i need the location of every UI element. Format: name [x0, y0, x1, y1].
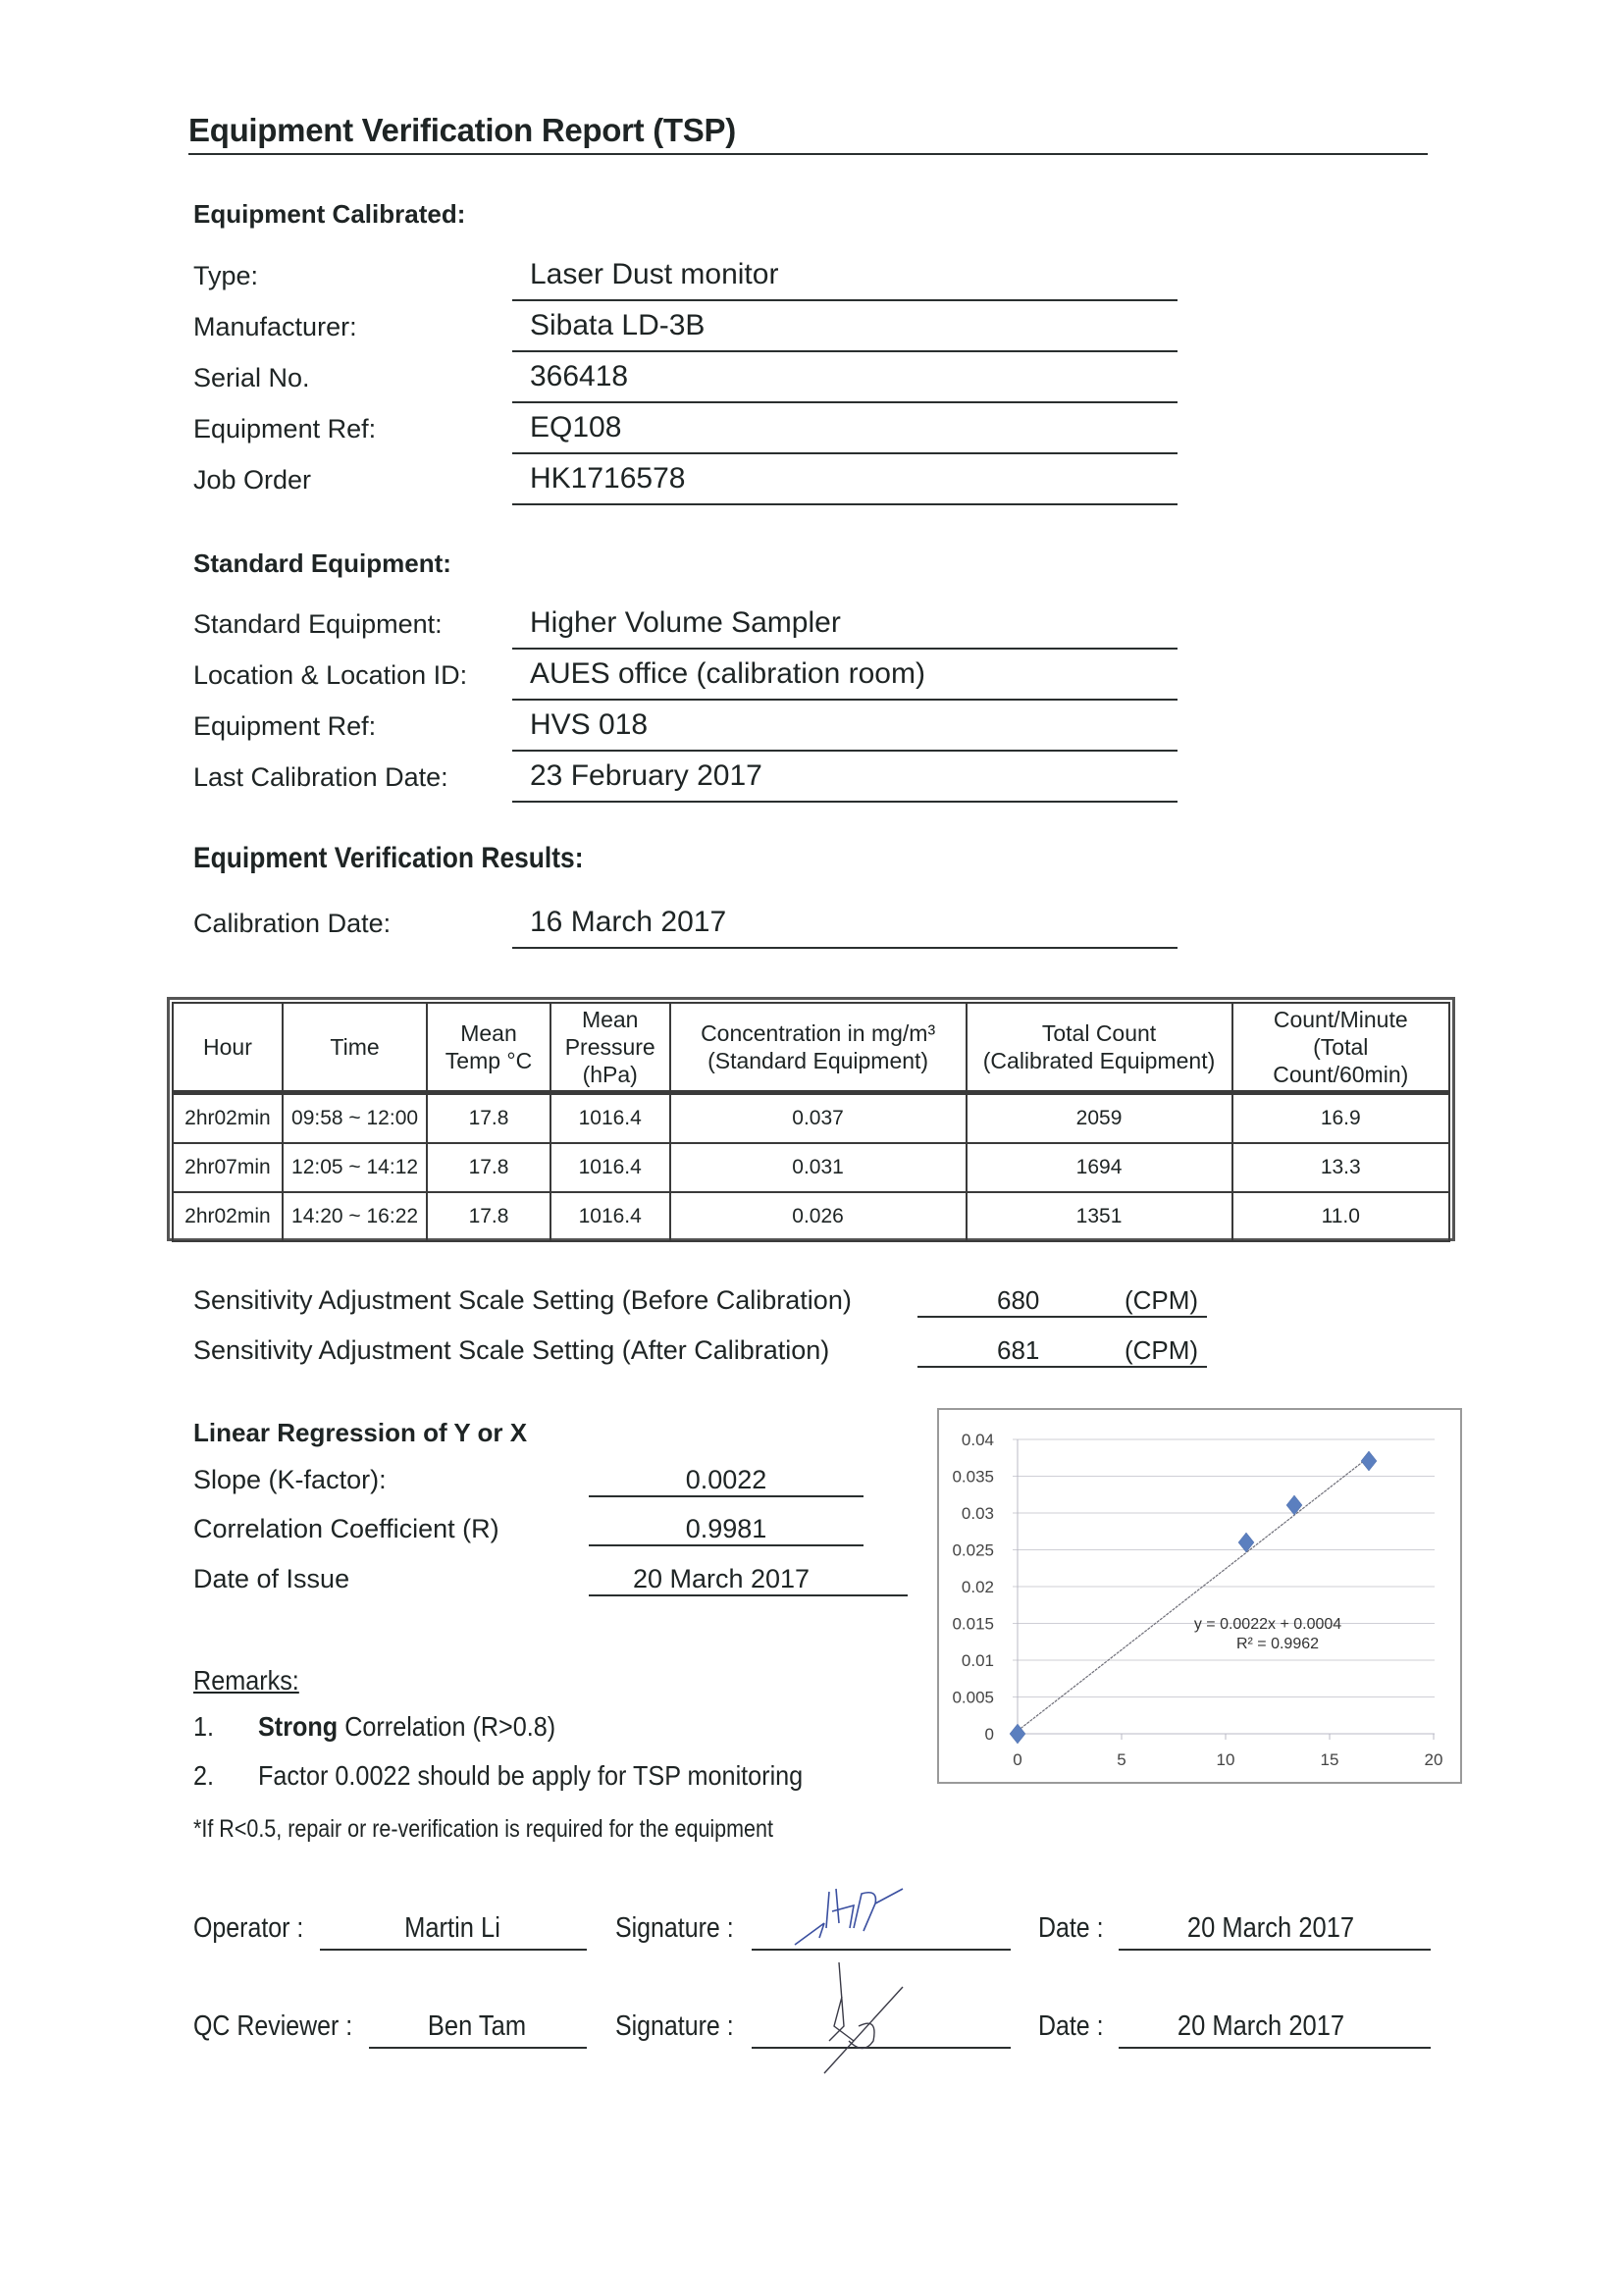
cell-temp: 17.8: [427, 1192, 550, 1241]
x-axis-ticks: [1122, 1734, 1434, 1740]
manufacturer-underline: [512, 350, 1178, 352]
date-of-issue-label: Date of Issue: [193, 1564, 350, 1593]
col-header-concentration: Concentration in mg/m³ (Standard Equipment): [670, 1003, 967, 1093]
gridlines: [1013, 1439, 1435, 1697]
data-points: [1010, 1451, 1377, 1744]
job-order-underline: [512, 503, 1178, 505]
cell-count-minute: 16.9: [1232, 1093, 1450, 1144]
cell-time: 09:58 ~ 12:00: [283, 1093, 427, 1144]
cell-concentration: 0.031: [670, 1143, 967, 1192]
standard-equipment-heading: Standard Equipment:: [193, 548, 451, 578]
cell-pressure: 1016.4: [550, 1143, 670, 1192]
svg-text:20: 20: [1424, 1750, 1443, 1769]
linear-regression-heading: Linear Regression of Y or X: [193, 1418, 528, 1447]
svg-text:0.04: 0.04: [961, 1431, 994, 1449]
r-squared-label: R² = 0.9962: [1235, 1636, 1320, 1652]
operator-label: Operator :: [193, 1912, 304, 1944]
equipment-ref-value: EQ108: [530, 411, 622, 444]
cell-concentration: 0.026: [670, 1192, 967, 1241]
trendline-equation: y = 0.0022x + 0.0004: [1193, 1616, 1342, 1633]
standard-equipment-value: Higher Volume Sampler: [530, 606, 841, 639]
remark-1-body: Correlation (R>0.8): [338, 1711, 556, 1742]
col-header-time: Time: [283, 1003, 427, 1093]
cell-pressure: 1016.4: [550, 1192, 670, 1241]
cell-hour: 2hr02min: [173, 1093, 283, 1144]
operator-underline: [320, 1949, 587, 1951]
svg-text:0.01: 0.01: [961, 1651, 994, 1670]
title-divider: [188, 153, 1428, 155]
sensitivity-before-underline: [917, 1316, 1207, 1318]
reviewer-date-label: Date :: [1038, 2010, 1104, 2042]
date-of-issue-value: 20 March 2017: [632, 1564, 811, 1593]
svg-text:15: 15: [1320, 1750, 1339, 1769]
svg-text:0: 0: [984, 1725, 994, 1744]
manufacturer-label: Manufacturer:: [193, 312, 357, 341]
standard-equipment-label: Standard Equipment:: [193, 609, 443, 639]
slope-value: 0.0022: [685, 1465, 767, 1494]
equipment-ref-label: Equipment Ref:: [193, 414, 377, 444]
cell-temp: 17.8: [427, 1093, 550, 1144]
type-label: Type:: [193, 261, 259, 290]
remark-1-text: [258, 1711, 555, 1743]
sensitivity-after-underline: [917, 1366, 1207, 1368]
sensitivity-after-value: 681: [997, 1335, 1040, 1365]
svg-text:0.015: 0.015: [952, 1614, 994, 1634]
sensitivity-before-value: 680: [997, 1285, 1040, 1315]
cell-count-minute: 11.0: [1232, 1192, 1450, 1241]
y-axis-tick-labels: [952, 1431, 994, 1744]
table-row: [173, 1143, 1449, 1192]
job-order-label: Job Order: [193, 465, 312, 495]
svg-text:10: 10: [1216, 1750, 1235, 1769]
std-equipment-ref-value: HVS 018: [530, 708, 649, 741]
last-calibration-label: Last Calibration Date:: [193, 762, 448, 792]
remark-2-text: Factor 0.0022 should be apply for TSP monitoring: [258, 1760, 804, 1791]
standard-equipment-underline: [512, 648, 1178, 650]
report-title: Equipment Verification Report (TSP): [188, 112, 736, 148]
cell-time: 12:05 ~ 14:12: [283, 1143, 427, 1192]
cell-total-count: 1351: [967, 1192, 1232, 1241]
last-calibration-value: 23 February 2017: [530, 759, 762, 792]
calibration-date-underline: [512, 947, 1178, 949]
correlation-underline: [589, 1544, 864, 1546]
svg-text:0.035: 0.035: [952, 1467, 994, 1487]
svg-text:5: 5: [1117, 1750, 1126, 1769]
manufacturer-value: Sibata LD-3B: [530, 309, 706, 341]
equipment-calibrated-heading: Equipment Calibrated:: [193, 199, 466, 229]
cell-hour: 2hr07min: [173, 1143, 283, 1192]
operator-date-underline: [1119, 1949, 1431, 1951]
table-row: [173, 1093, 1449, 1144]
cell-temp: 17.8: [427, 1143, 550, 1192]
operator-date-label: Date :: [1038, 1912, 1104, 1944]
job-order-value: HK1716578: [530, 462, 686, 495]
reviewer-date-value: 20 March 2017: [1177, 2010, 1345, 2042]
col-header-pressure: Mean Pressure (hPa): [550, 1003, 670, 1093]
std-equipment-ref-underline: [512, 750, 1178, 752]
svg-text:0.025: 0.025: [952, 1540, 994, 1560]
svg-text:0.02: 0.02: [961, 1578, 994, 1596]
date-of-issue-underline: [589, 1594, 908, 1596]
type-value: Laser Dust monitor: [530, 258, 779, 290]
cell-pressure: 1016.4: [550, 1093, 670, 1144]
reviewer-signature-label: Signature :: [615, 2010, 734, 2042]
cell-concentration: 0.037: [670, 1093, 967, 1144]
serial-value: 366418: [530, 360, 629, 392]
col-header-hour: Hour: [173, 1003, 283, 1093]
svg-text:0.005: 0.005: [952, 1688, 994, 1707]
slope-underline: [589, 1495, 864, 1497]
reviewer-underline: [369, 2047, 587, 2049]
operator-date-value: 20 March 2017: [1186, 1912, 1355, 1944]
svg-text:0.03: 0.03: [961, 1504, 994, 1523]
calibration-date-value: 16 March 2017: [530, 906, 727, 938]
cell-hour: 2hr02min: [173, 1192, 283, 1241]
cell-count-minute: 13.3: [1232, 1143, 1450, 1192]
col-header-count-minute: Count/Minute (Total Count/60min): [1232, 1003, 1450, 1093]
cell-time: 14:20 ~ 16:22: [283, 1192, 427, 1241]
remark-2-number: 2.: [193, 1760, 215, 1791]
col-header-temp: Mean Temp °C: [427, 1003, 550, 1093]
location-value: AUES office (calibration room): [530, 657, 925, 690]
table-row: [173, 1192, 1449, 1241]
verification-results-heading: Equipment Verification Results:: [193, 842, 584, 874]
results-table-frame: [167, 997, 1455, 1241]
last-calibration-underline: [512, 801, 1178, 803]
reviewer-name: Ben Tam: [427, 2010, 527, 2042]
x-axis-tick-labels: [1013, 1750, 1442, 1769]
svg-text:0: 0: [1013, 1750, 1022, 1769]
location-underline: [512, 699, 1178, 701]
cell-total-count: 1694: [967, 1143, 1232, 1192]
remark-1-emphasis: Strong: [258, 1711, 339, 1742]
serial-label: Serial No.: [193, 363, 310, 392]
operator-signature-label: Signature :: [615, 1912, 734, 1944]
location-label: Location & Location ID:: [193, 660, 468, 690]
col-header-total-count: Total Count (Calibrated Equipment): [967, 1003, 1232, 1093]
remarks-footnote: *If R<0.5, repair or re-verification is required for the equipment: [193, 1815, 773, 1843]
results-table: [172, 1002, 1450, 1242]
correlation-label: Correlation Coefficient (R): [193, 1514, 499, 1543]
reviewer-date-underline: [1119, 2047, 1431, 2049]
remark-1-number: 1.: [193, 1711, 215, 1742]
equipment-ref-underline: [512, 452, 1178, 454]
calibration-date-label: Calibration Date:: [193, 909, 392, 938]
serial-underline: [512, 401, 1178, 403]
reviewer-signature-icon: [805, 1957, 922, 2075]
data-point-marker: [1286, 1495, 1302, 1515]
slope-label: Slope (K-factor):: [193, 1465, 387, 1494]
remarks-heading: Remarks:: [193, 1665, 299, 1696]
operator-signature-icon: [785, 1884, 962, 1953]
sensitivity-after-unit: (CPM): [1125, 1335, 1199, 1365]
sensitivity-before-label: Sensitivity Adjustment Scale Setting (Before Calibration): [193, 1285, 852, 1315]
std-equipment-ref-label: Equipment Ref:: [193, 711, 377, 741]
correlation-value: 0.9981: [685, 1514, 767, 1543]
data-point-marker: [1361, 1451, 1377, 1471]
sensitivity-after-label: Sensitivity Adjustment Scale Setting (After Calibration): [193, 1335, 830, 1365]
operator-name: Martin Li: [404, 1912, 500, 1944]
sensitivity-before-unit: (CPM): [1125, 1285, 1199, 1315]
cell-total-count: 2059: [967, 1093, 1232, 1144]
type-underline: [512, 299, 1178, 301]
scatter-plot: [939, 1410, 1464, 1786]
reviewer-label: QC Reviewer :: [193, 2010, 353, 2042]
regression-chart: [937, 1408, 1462, 1784]
trendline: [1018, 1457, 1369, 1731]
table-header-row: [173, 1003, 1449, 1093]
